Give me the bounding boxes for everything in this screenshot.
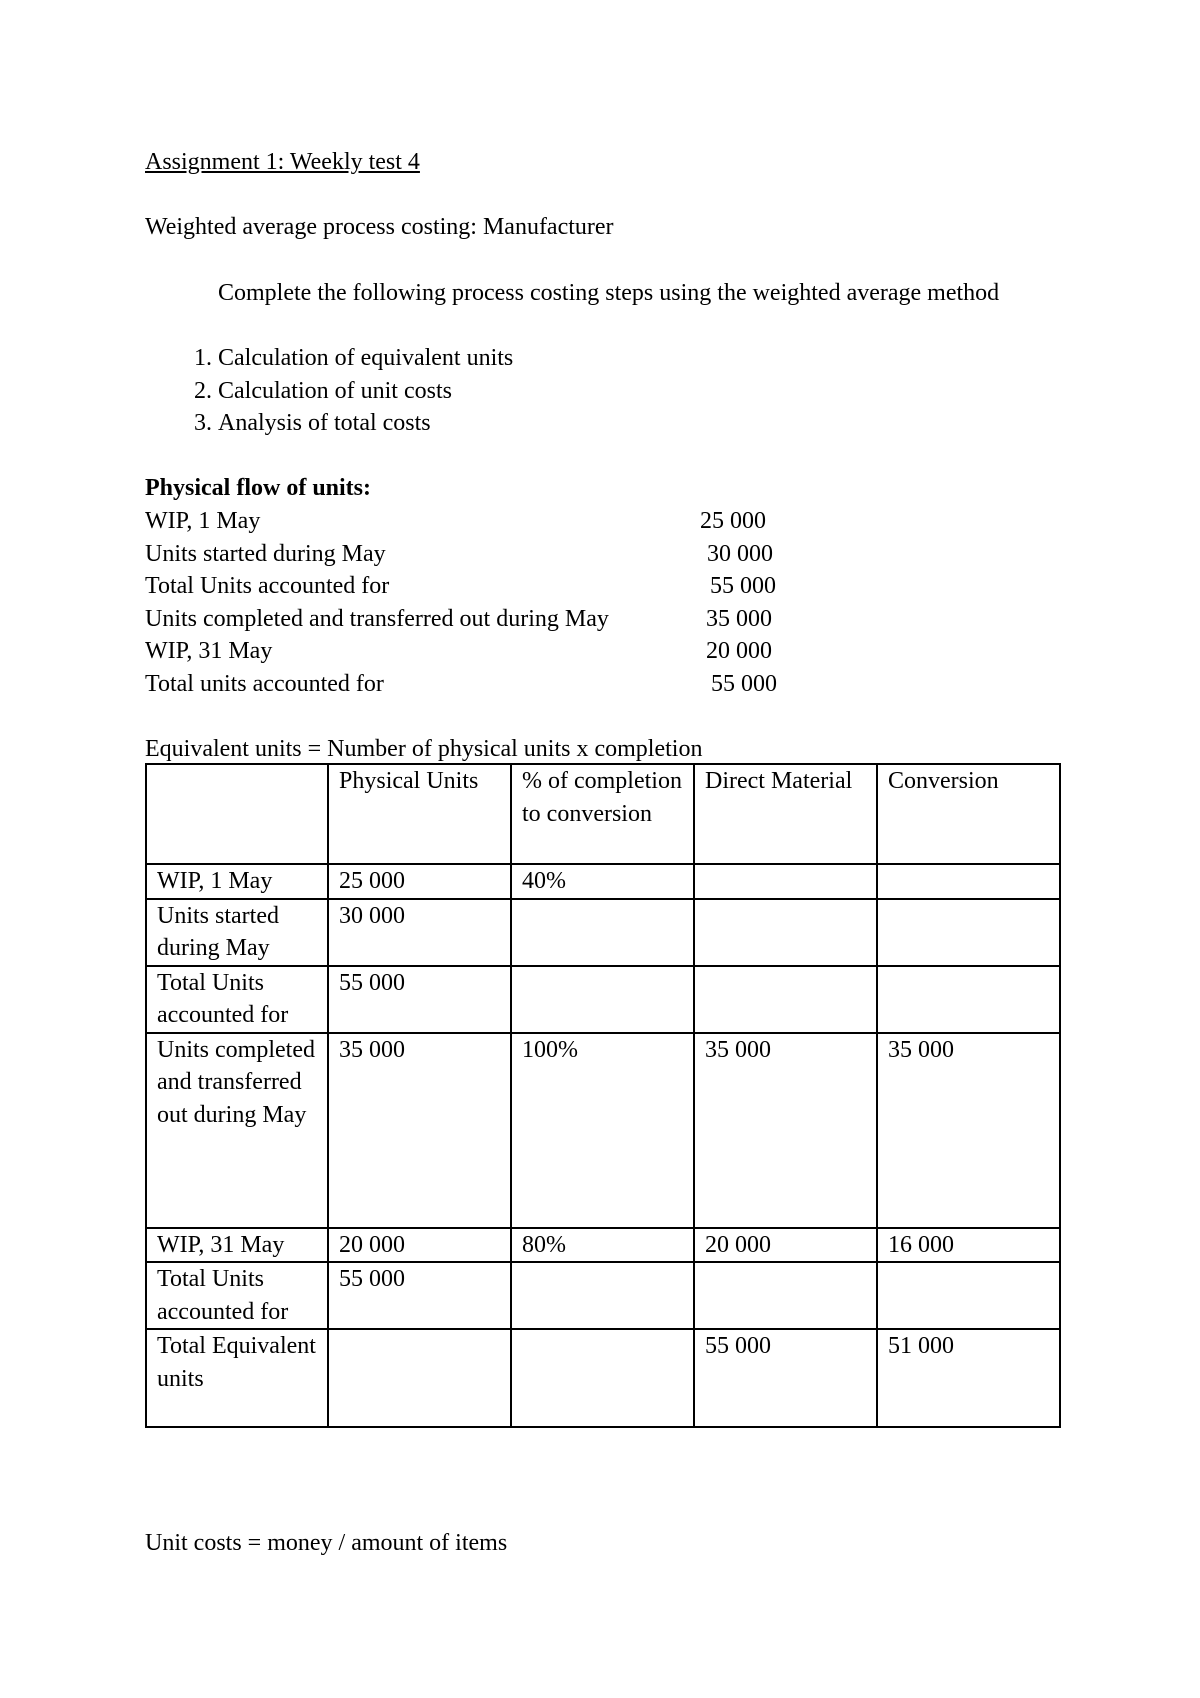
- table-cell: Units completed and transferred out during May: [146, 1033, 328, 1228]
- table-cell: 16 000: [877, 1228, 1060, 1263]
- flow-value: 20 000: [706, 638, 772, 664]
- step-text: Analysis of total costs: [218, 410, 431, 436]
- table-cell: [694, 864, 877, 899]
- step-number: 3.: [194, 410, 212, 436]
- step-number: 2.: [194, 377, 212, 404]
- table-row: [146, 1329, 1060, 1427]
- table-cell: 55 000: [328, 1262, 511, 1329]
- assignment-title: Assignment 1: Weekly test 4: [145, 149, 420, 175]
- table-cell: [877, 1262, 1060, 1329]
- table-header-row: [146, 764, 1060, 864]
- table-row: [146, 899, 1060, 966]
- header-cell: Direct Material: [694, 764, 877, 864]
- flow-value: 55 000: [710, 573, 776, 599]
- table-row: [146, 966, 1060, 1033]
- table-cell: 35 000: [694, 1033, 877, 1228]
- header-cell: Physical Units: [328, 764, 511, 864]
- header-cell: Conversion: [877, 764, 1060, 864]
- flow-label: Units completed and transferred out during May: [145, 605, 609, 632]
- table-row: [146, 1033, 1060, 1228]
- flow-value: 35 000: [706, 605, 772, 632]
- table-cell: 20 000: [694, 1228, 877, 1263]
- step-text: Calculation of equivalent units: [218, 345, 514, 371]
- table-cell: [877, 899, 1060, 966]
- table-cell: [694, 966, 877, 1033]
- table-cell: [694, 1262, 877, 1329]
- table-cell: 55 000: [694, 1329, 877, 1427]
- physical-flow-heading: Physical flow of units:: [145, 475, 372, 501]
- table-cell: 100%: [511, 1033, 694, 1228]
- table-cell: [328, 1329, 511, 1427]
- step-text: Calculation of unit costs: [218, 377, 452, 404]
- flow-label: Total units accounted for: [145, 670, 384, 697]
- table-cell: [877, 966, 1060, 1033]
- flow-label: Total Units accounted for: [145, 573, 390, 599]
- flow-label: WIP, 31 May: [145, 638, 273, 664]
- table-cell: 35 000: [877, 1033, 1060, 1228]
- table-cell: 25 000: [328, 864, 511, 899]
- equivalent-units-formula: Equivalent units = Number of physical units x completion: [145, 736, 703, 762]
- header-cell: % of completion to conversion: [511, 764, 694, 864]
- table-cell: [694, 899, 877, 966]
- section-subtitle: Weighted average process costing: Manufacturer: [145, 214, 614, 240]
- flow-label: Units started during May: [145, 540, 386, 567]
- table-row: [146, 864, 1060, 899]
- table-cell: 30 000: [328, 899, 511, 966]
- flow-value: 25 000: [700, 508, 766, 534]
- table-cell: WIP, 31 May: [146, 1228, 328, 1263]
- table-cell: [877, 864, 1060, 899]
- table-cell: 51 000: [877, 1329, 1060, 1427]
- table-cell: 35 000: [328, 1033, 511, 1228]
- step-number: 1.: [194, 345, 212, 371]
- unit-costs-formula: Unit costs = money / amount of items: [145, 1530, 508, 1556]
- table-cell: [511, 1329, 694, 1427]
- equivalent-units-table: [145, 763, 1061, 1428]
- flow-value: 55 000: [711, 670, 777, 697]
- table-cell: [511, 1262, 694, 1329]
- header-cell: [146, 764, 328, 864]
- table-row: [146, 1262, 1060, 1329]
- table-cell: 20 000: [328, 1228, 511, 1263]
- table-cell: 80%: [511, 1228, 694, 1263]
- table-cell: Total Units accounted for: [146, 1262, 328, 1329]
- table-cell: WIP, 1 May: [146, 864, 328, 899]
- table-cell: 55 000: [328, 966, 511, 1033]
- table-cell: [511, 899, 694, 966]
- flow-value: 30 000: [707, 540, 773, 567]
- table-cell: [511, 966, 694, 1033]
- table-cell: Total Units accounted for: [146, 966, 328, 1033]
- instructions-text: Complete the following process costing steps using the weighted average method: [218, 280, 1000, 306]
- flow-label: WIP, 1 May: [145, 508, 261, 534]
- table-cell: Units started during May: [146, 899, 328, 966]
- table-cell: Total Equivalent units: [146, 1329, 328, 1427]
- table-row: [146, 1228, 1060, 1263]
- table-cell: 40%: [511, 864, 694, 899]
